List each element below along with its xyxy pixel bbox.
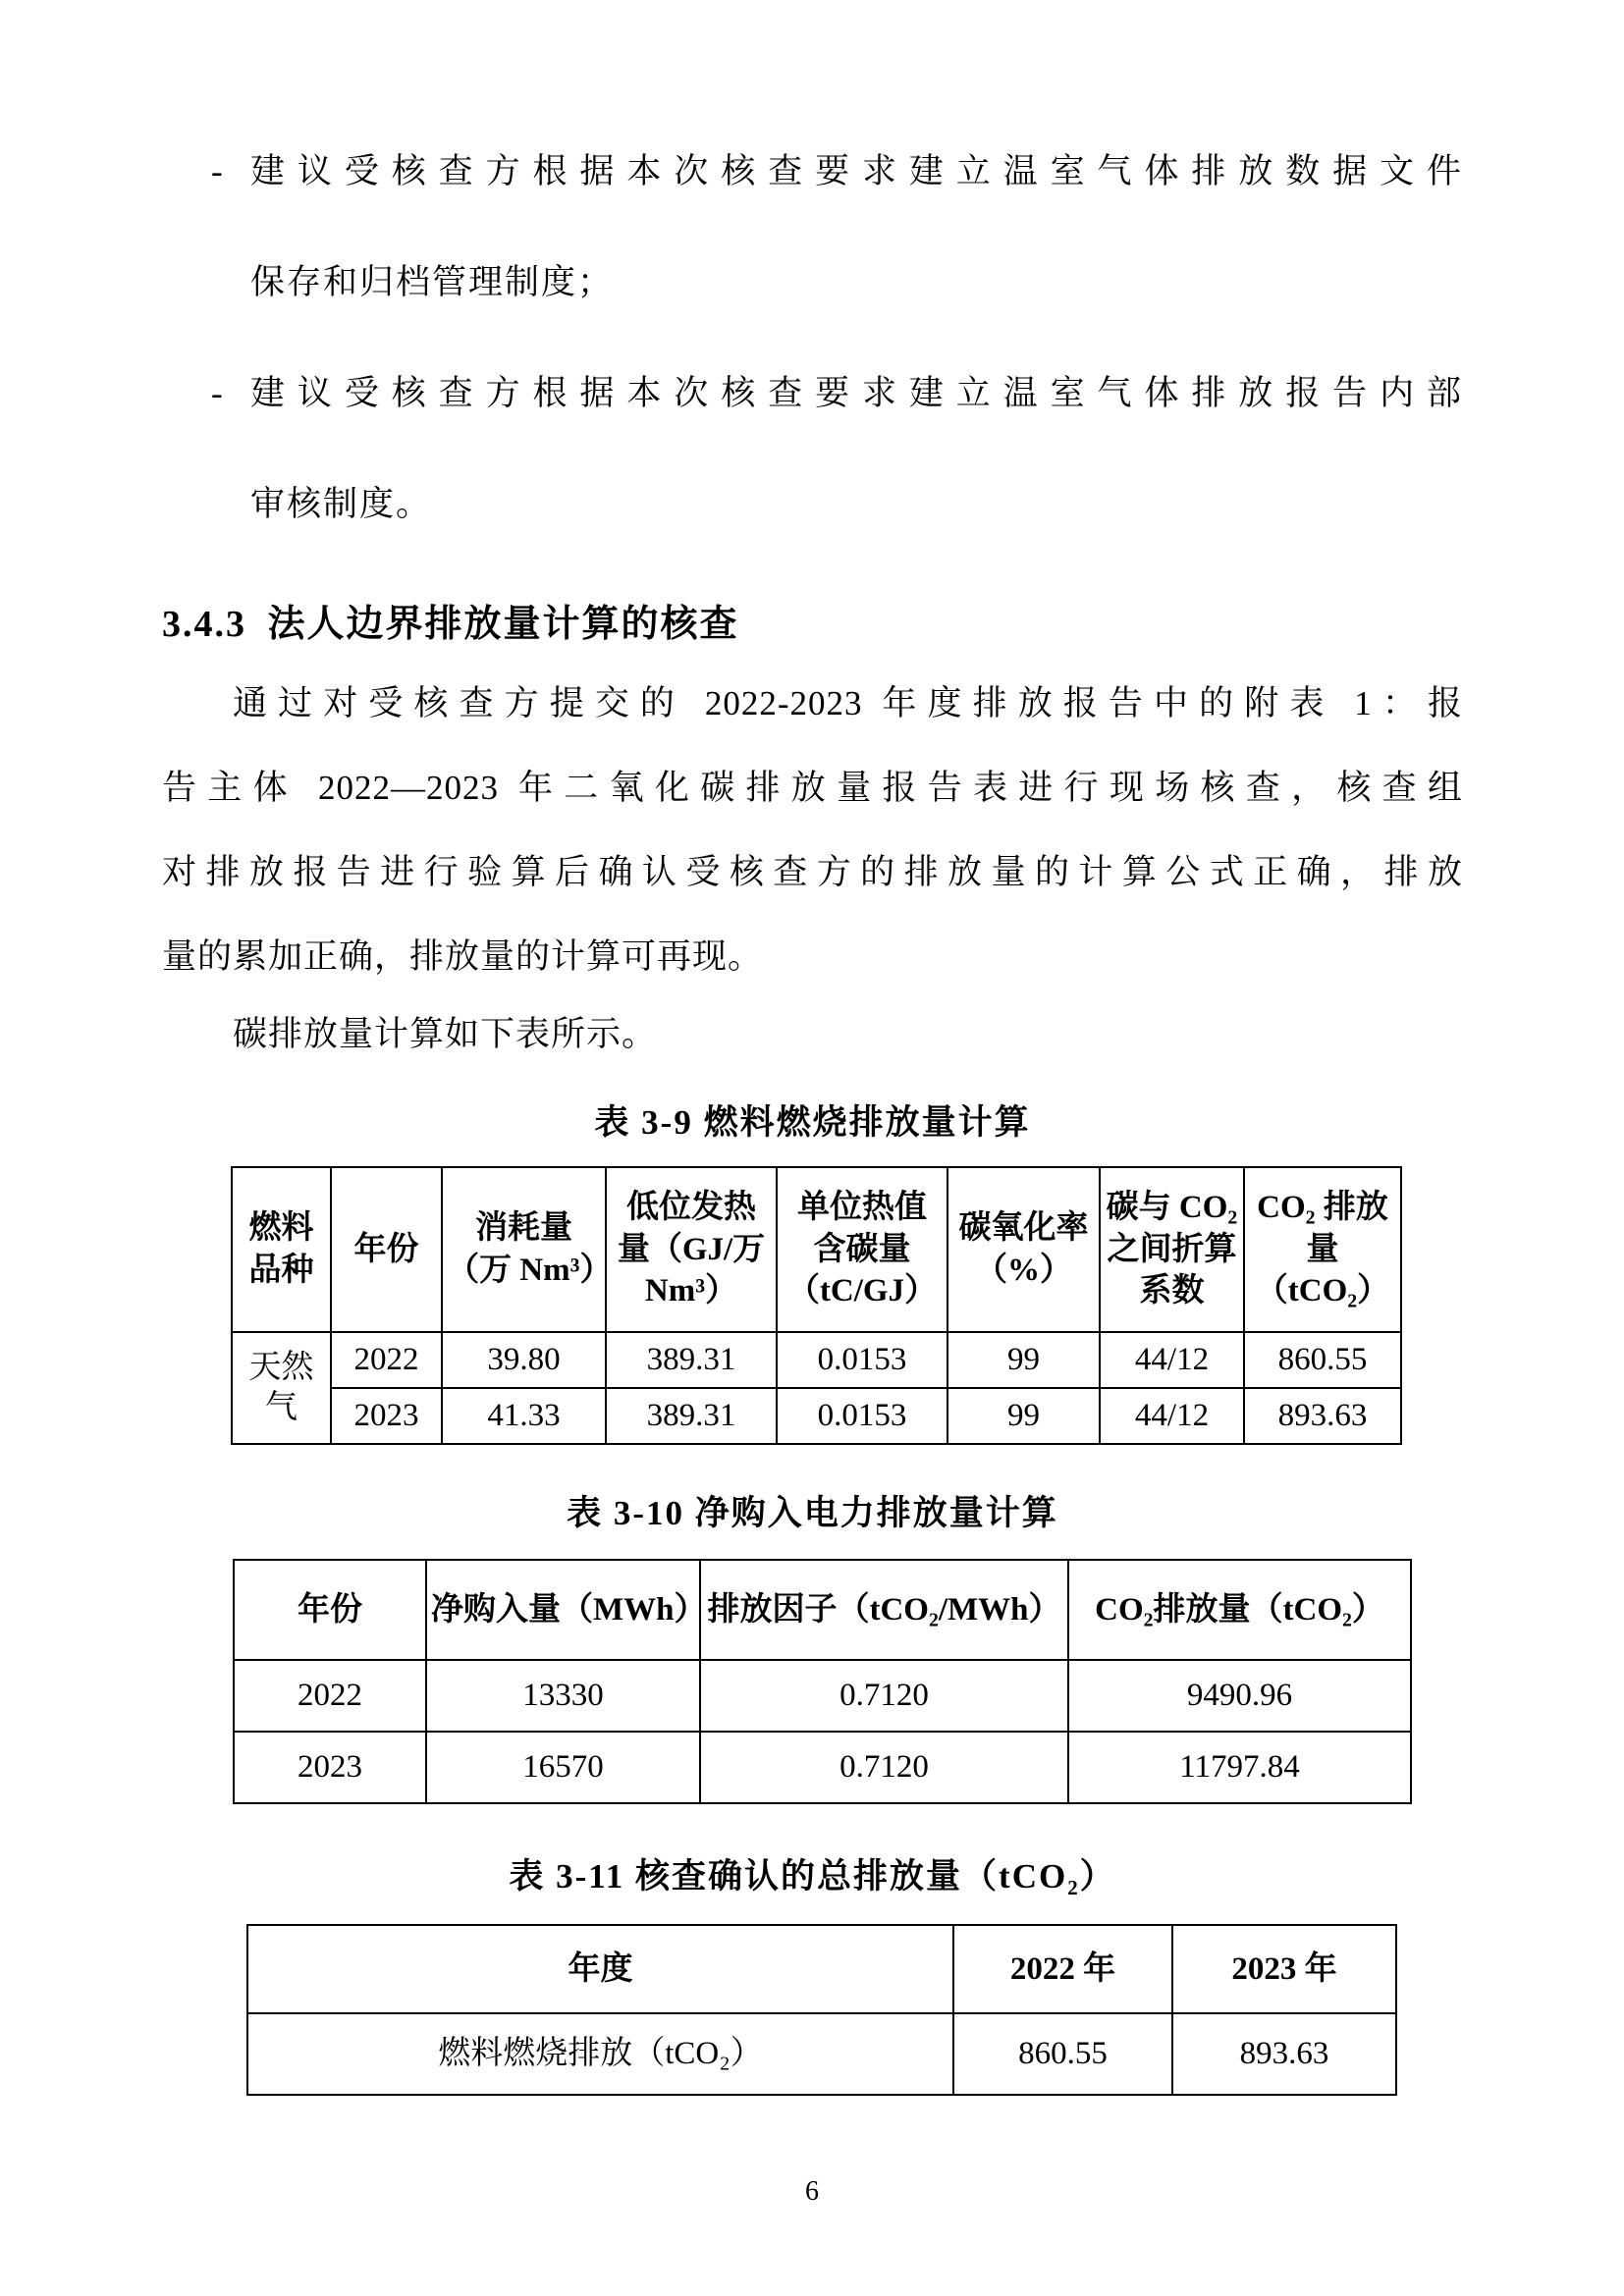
col-header-factor: 碳与 CO₂ 之间折算系数 [1100, 1167, 1244, 1332]
section-heading: 3.4.3 法人边界排放量计算的核查 [162, 604, 739, 645]
paragraph-1-line-3: 对排放报告进行验算后确认受核查方的排放量的计算公式正确，排放 [162, 853, 1463, 891]
cell-factor: 44/12 [1100, 1332, 1244, 1388]
col-header-consumption: 消耗量（万 Nm³） [442, 1167, 606, 1332]
cell-category: 燃料燃烧排放（tCO₂） [247, 2013, 953, 2095]
table-3-10 [233, 1559, 1412, 1804]
cell-consumption: 39.80 [442, 1332, 606, 1388]
table-row [234, 1660, 1411, 1732]
cell-emission: 860.55 [1244, 1332, 1401, 1388]
cell-emission: 893.63 [1244, 1388, 1401, 1444]
col-header-ncv: 低位发热量（GJ/万 Nm³） [606, 1167, 777, 1332]
col-header-factor: 排放因子（tCO₂/MWh） [700, 1560, 1068, 1660]
cell-year: 2023 [234, 1732, 426, 1803]
paragraph-1-line-1: 通过对受核查方提交的 2022-2023 年度排放报告中的附表 1：报 [233, 684, 1463, 722]
cell-year: 2023 [331, 1388, 442, 1444]
bullet-item-2 [162, 338, 1463, 560]
table-3-9-title: 表 3-9 燃料燃烧排放量计算 [594, 1103, 1031, 1142]
cell-fuel: 天然气 [232, 1332, 331, 1444]
cell-consumption: 41.33 [442, 1388, 606, 1444]
table-row [247, 2013, 1396, 2095]
table-3-11 [246, 1924, 1397, 2096]
cell-ncv: 389.31 [606, 1332, 777, 1388]
cell-emission: 9490.96 [1068, 1660, 1411, 1732]
cell-factor: 44/12 [1100, 1388, 1244, 1444]
col-header-emission: CO₂ 排放量（tCO₂） [1244, 1167, 1401, 1332]
col-header-fuel: 燃料品种 [232, 1167, 331, 1332]
cell-emission: 11797.84 [1068, 1732, 1411, 1803]
cell-oxidation: 99 [947, 1388, 1100, 1444]
bullet-item-1 [162, 116, 1463, 338]
bullet-text [250, 338, 1463, 560]
cell-factor: 0.7120 [700, 1732, 1068, 1803]
table-3-9 [231, 1166, 1402, 1445]
cell-year: 2022 [234, 1660, 426, 1732]
paragraph-2: 碳排放量计算如下表所示。 [233, 1015, 658, 1053]
bullet-1-line-1: 建议受核查方根据本次核查要求建立温室气体排放数据文件 [250, 152, 1463, 190]
table-row [247, 1925, 1396, 2013]
table-row [232, 1388, 1401, 1444]
table-row [234, 1560, 1411, 1660]
table-3-11-title: 表 3-11 核查确认的总排放量（tCO₂） [509, 1857, 1116, 1896]
page-number: 6 [805, 2176, 819, 2207]
cell-2022-value: 860.55 [953, 2013, 1172, 2095]
bullet-2-line-2: 审核制度。 [250, 485, 433, 523]
table-3-10-title: 表 3-10 净购入电力排放量计算 [567, 1494, 1058, 1532]
table-row [232, 1167, 1401, 1332]
cell-carbon: 0.0153 [777, 1388, 947, 1444]
paragraph-1 [162, 662, 1463, 999]
cell-carbon: 0.0153 [777, 1332, 947, 1388]
bullet-dash: - [211, 374, 225, 412]
bullet-dash: - [211, 152, 225, 190]
table-row [234, 1732, 1411, 1803]
col-header-2022: 2022 年 [953, 1925, 1172, 2013]
cell-year: 2022 [331, 1332, 442, 1388]
col-header-2023: 2023 年 [1172, 1925, 1396, 2013]
cell-2023-value: 893.63 [1172, 2013, 1396, 2095]
col-header-year: 年份 [234, 1560, 426, 1660]
col-header-year: 年份 [331, 1167, 442, 1332]
cell-oxidation: 99 [947, 1332, 1100, 1388]
col-header-emission: CO₂排放量（tCO₂） [1068, 1560, 1411, 1660]
cell-factor: 0.7120 [700, 1660, 1068, 1732]
col-header-carbon: 单位热值含碳量（tC/GJ） [777, 1167, 947, 1332]
cell-ncv: 389.31 [606, 1388, 777, 1444]
col-header-purchased: 净购入量（MWh） [426, 1560, 700, 1660]
table-row [232, 1332, 1401, 1388]
col-header-oxidation: 碳氧化率（%） [947, 1167, 1100, 1332]
paragraph-1-line-2: 告主体 2022—2023 年二氧化碳排放量报告表进行现场核查，核查组 [162, 769, 1463, 807]
paragraph-1-line-4: 量的累加正确，排放量的计算可再现。 [162, 937, 764, 976]
cell-purchased: 13330 [426, 1660, 700, 1732]
cell-purchased: 16570 [426, 1732, 700, 1803]
col-header-category: 年度 [247, 1925, 953, 2013]
bullet-2-line-1: 建议受核查方根据本次核查要求建立温室气体排放报告内部 [250, 374, 1463, 412]
bullet-1-line-2: 保存和归档管理制度； [250, 263, 615, 301]
bullet-text [250, 116, 1463, 338]
